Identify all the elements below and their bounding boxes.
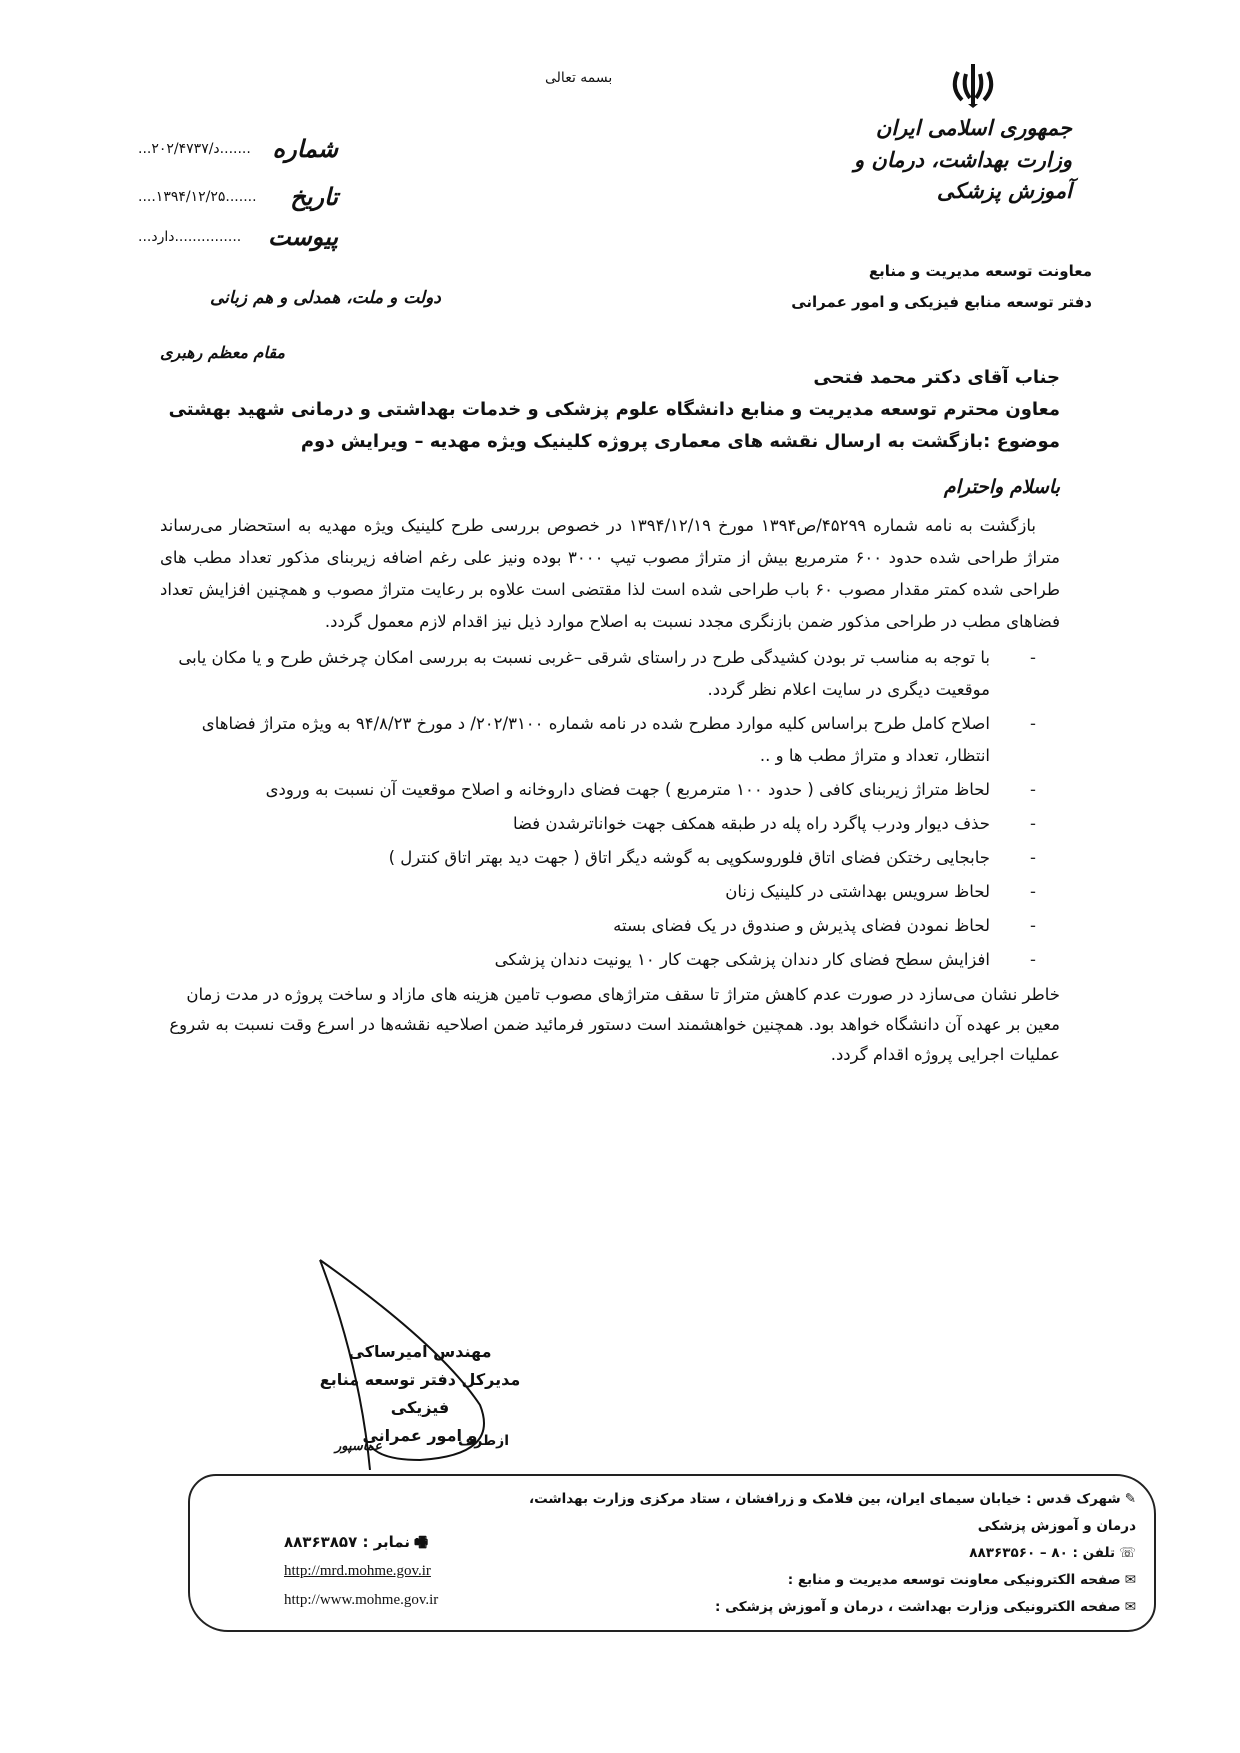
bullet-marker: -: [1030, 648, 1036, 667]
pen-icon: ✎: [1124, 1491, 1136, 1507]
list-item-text: جابجایی رختکن فضای اتاق فلوروسکوپی به گوشه دیگر اتاق ( جهت دید بهتر اتاق کنترل ): [388, 848, 990, 867]
iran-emblem-icon: [948, 60, 998, 110]
closing-paragraph: خاطر نشان می‌سازد در صورت عدم کاهش متراژ تا سقف متراژهای مصوب تامین هزینه های مازاد و ساخت پروژه در مدت زمان معین بر عهده آن دانشگاه خواهد بود. همچنین خواهشمند است دستور فرمائید ضمن اصلاحیه نقشه‌ها در اسرع وقت نسبت به شروع عملیات اجرایی پروژه اقدام گردد.: [169, 985, 1060, 1064]
department-block: [791, 256, 1092, 318]
footer-links: [284, 1528, 504, 1614]
body-paragraph: بازگشت به نامه شماره ۴۵۲۹۹/ص۱۳۹۴ مورخ ۱۳۹۴/۱۲/۱۹ در خصوص بررسی طرح کلینیک ویژه مهدیه به استحضار می‌رساند متراژ طراحی شده حدود ۶۰۰ مترمربع بیش از متراژ مصوب تیپ ۳۰۰۰ بوده ونیز علی رغم اضافه زیربنای مذکور تعداد مطب های طراحی شده کمتر مقدار مصوب ۶۰ باب طراحی شده است لذا مقتضی است علاوه بر رعایت متراژ مصوب و همچنین افزایش تعداد فضاهای مطب در طراحی مذکور ضمن بازنگری مجدد نسبت به اصلاح موارد ذیل نیز اقدام لازم معمول گردد.: [160, 516, 1060, 631]
ministry-line-2: وزارت بهداشت، درمان و آموزش پزشکی: [853, 146, 1072, 203]
list-item: [160, 708, 1060, 772]
list-item: [160, 910, 1060, 942]
requirements-list: [160, 642, 1060, 976]
bullet-marker: -: [1030, 950, 1036, 969]
on-behalf-label: ازطرف: [458, 1433, 510, 1449]
slogan-attribution: مقام معظم رهبری: [160, 343, 285, 362]
envelope-icon: ✉: [1124, 1572, 1136, 1588]
letterhead-footer: [188, 1474, 1156, 1632]
ministry-logo-text: [832, 112, 1072, 207]
signer-title-2: و امور عمرانی: [362, 1426, 478, 1445]
list-item-text: لحاظ متراژ زیربنای کافی ( حدود ۱۰۰ مترمربع ) جهت فضای داروخانه و اصلاح موقعیت آن نسبت به ورودی: [265, 780, 990, 799]
footer-phone: تلفن : ۸۰ – ۸۸۳۶۳۵۶۰: [969, 1545, 1116, 1561]
fax-icon: 🖷: [413, 1533, 429, 1551]
letter-body: [160, 510, 1060, 638]
list-item-text: لحاظ سرویس بهداشتی در کلینیک زنان: [725, 882, 990, 901]
list-item-text: با توجه به مناسب تر بودن کشیدگی طرح در راستای شرقی –غربی نسبت به بررسی امکان چرخش طرح و یا مکان یابی موقعیت دیگری در سایت اعلام نظر گردد.: [178, 648, 990, 699]
list-item-text: اصلاح کامل طرح براساس کلیه موارد مطرح شده در نامه شماره ۲۰۲/۳۱۰۰/ د مورخ ۹۴/۸/۲۳ به ویژه متراژ فضاهای انتظار، تعداد و متراژ مطب ها و ..: [201, 714, 990, 765]
letter-subject: موضوع :بازگشت به ارسال نقشه های معماری پروژه کلینیک ویژه مهدیه – ویرایش دوم: [300, 431, 1060, 452]
ministry-website-text: http://www.mohme.gov.ir: [284, 1592, 439, 1608]
list-item-text: حذف دیوار ودرب پاگرد راه پله در طبقه همکف جهت خواناترشدن فضا: [512, 814, 990, 833]
bullet-marker: -: [1030, 916, 1036, 935]
list-item: [160, 876, 1060, 908]
list-item: [160, 842, 1060, 874]
greeting: باسلام واحترام: [943, 476, 1060, 498]
envelope-icon: ✉: [1124, 1599, 1136, 1615]
bullet-marker: -: [1030, 882, 1036, 901]
recipient-name: جناب آقای دکتر محمد فتحی: [813, 367, 1060, 388]
bullet-marker: -: [1030, 814, 1036, 833]
letter-content: [160, 362, 1060, 1070]
basmala-heading: بسمه تعالی: [545, 70, 613, 86]
number-value: ...د/۲۰۲/۴۷۳۷.......: [138, 140, 251, 157]
ministry-line-1: جمهوری اسلامی ایران: [875, 115, 1072, 140]
office-name: دفتر توسعه منابع فیزیکی و امور عمرانی: [791, 293, 1092, 311]
footer-address: شهرک قدس : خیابان سیمای ایران، بین فلامک و زرافشان ، ستاد مرکزی وزارت بهداشت، درمان و آموزش پزشکی: [528, 1491, 1136, 1534]
date-value: ....۱۳۹۴/۱۲/۲۵.......: [138, 188, 257, 205]
date-label: تاریخ: [290, 182, 338, 211]
footer-contact: [496, 1486, 1136, 1621]
signer-name: مهندس امیرساکی: [348, 1342, 492, 1361]
address-block: [160, 362, 1060, 458]
footer-fax: نمابر : ۸۸۳۶۳۸۵۷: [284, 1533, 410, 1551]
slogan-text: دولت و ملت، همدلی و هم زبانی: [210, 288, 441, 308]
attachment-label: پیوست: [268, 222, 338, 251]
bullet-marker: -: [1030, 780, 1036, 799]
letter-number-row: [138, 134, 338, 163]
handwritten-signer: عماسپور: [335, 1439, 383, 1454]
list-item-text: لحاظ نمودن فضای پذیرش و صندوق در یک فضای بسته: [613, 916, 990, 935]
list-item: [160, 642, 1060, 706]
deputy-website-link[interactable]: http://mrd.mohme.gov.ir: [284, 1563, 431, 1579]
list-item-text: افزایش سطح فضای کار دندان پزشکی جهت کار ۱۰ یونیت دندان پزشکی: [494, 950, 990, 969]
phone-icon: ☏: [1119, 1545, 1136, 1561]
attachment-value: ...دارد...............: [138, 228, 242, 245]
letter-date-row: [138, 182, 338, 211]
bullet-marker: -: [1030, 848, 1036, 867]
footer-web-deputy: صفحه الکترونیکی معاونت توسعه مدیریت و منابع :: [787, 1572, 1121, 1588]
list-item: [160, 944, 1060, 976]
signer-title-1: مدیرکل دفتر توسعه منابع فیزیکی: [319, 1370, 521, 1417]
list-item: [160, 774, 1060, 806]
recipient-title: معاون محترم توسعه مدیریت و منابع دانشگاه علوم پزشکی و خدمات بهداشتی و درمانی شهید بهشتی: [168, 399, 1060, 420]
deputy-name: معاونت توسعه مدیریت و منابع: [868, 262, 1092, 280]
number-label: شماره: [272, 134, 338, 163]
letter-attachment-row: [138, 222, 338, 251]
bullet-marker: -: [1030, 714, 1036, 733]
list-item: [160, 808, 1060, 840]
footer-web-ministry: صفحه الکترونیکی وزارت بهداشت ، درمان و آموزش پزشکی :: [715, 1599, 1121, 1615]
